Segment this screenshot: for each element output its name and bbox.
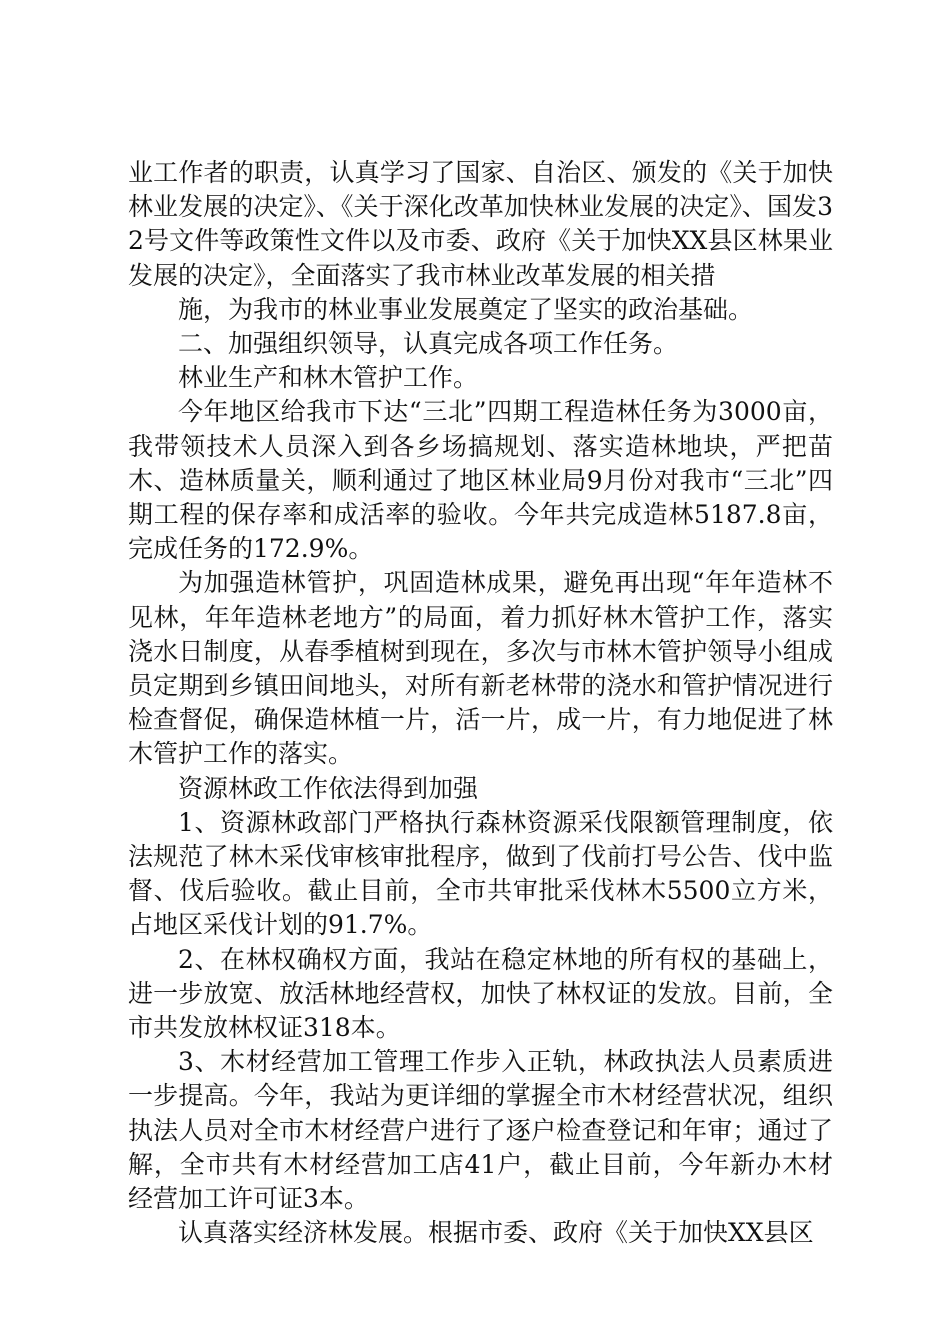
paragraph: 今年地区给我市下达“三北”四期工程造林任务为3000亩，我带领技术人员深入到各乡场搞规划、落实造林地块，严把苗木、造林质量关，顺利通过了地区林业局9月份对我市“三北”四期工程的保存率和成活率的验收。今年共完成造林5187.8亩，完成任务的172.9%。	[128, 397, 833, 564]
section-heading: 二、加强组织领导，认真完成各项工作任务。	[178, 329, 679, 359]
subsection-heading: 林业生产和林木管护工作。	[178, 363, 479, 393]
paragraph: 业工作者的职责，认真学习了国家、自治区、颁发的《关于加快林业发展的决定》、《关于深化改革加快林业发展的决定》、国发32号文件等政策性文件以及市委、政府《关于加快XX县区林果业发展的决定》，全面落实了我市林业改革发展的相关措	[128, 158, 833, 290]
paragraph: 为加强造林管护，巩固造林成果，避免再出现“年年造林不见林，年年造林老地方”的局面，着力抓好林木管护工作，落实浇水日制度，从春季植树到现在，多次与市林木管护领导小组成员定期到乡镇田间地头，对所有新老林带的浇水和管护情况进行检查督促，确保造林植一片，活一片，成一片，有力地促进了林木管护工作的落实。	[128, 568, 833, 769]
list-item: 3、木材经营加工管理工作步入正轨，林政执法人员素质进一步提高。今年，我站为更详细的掌握全市木材经营状况，组织执法人员对全市木材经营户进行了逐户检查登记和年审；通过了解，全市共有木材经营加工店41户，截止目前，今年新办木材经营加工许可证3本。	[128, 1047, 833, 1214]
document-body	[128, 156, 833, 1251]
paragraph: 认真落实经济林发展。根据市委、政府《关于加快XX县区	[178, 1218, 814, 1248]
list-item: 2、在林权确权方面，我站在稳定林地的所有权的基础上，进一步放宽、放活林地经营权，加快了林权证的发放。目前，全市共发放林权证318本。	[128, 944, 833, 1043]
list-item: 1、资源林政部门严格执行森林资源采伐限额管理制度，依法规范了林木采伐审核审批程序，做到了伐前打号公告、伐中监督、伐后验收。截止目前，全市共审批采伐林木5500立方米，占地区采伐计划的91.7%。	[128, 807, 833, 940]
subsection-heading: 资源林政工作依法得到加强	[178, 773, 479, 803]
paragraph: 施，为我市的林业事业发展奠定了坚实的政治基础。	[178, 294, 754, 324]
